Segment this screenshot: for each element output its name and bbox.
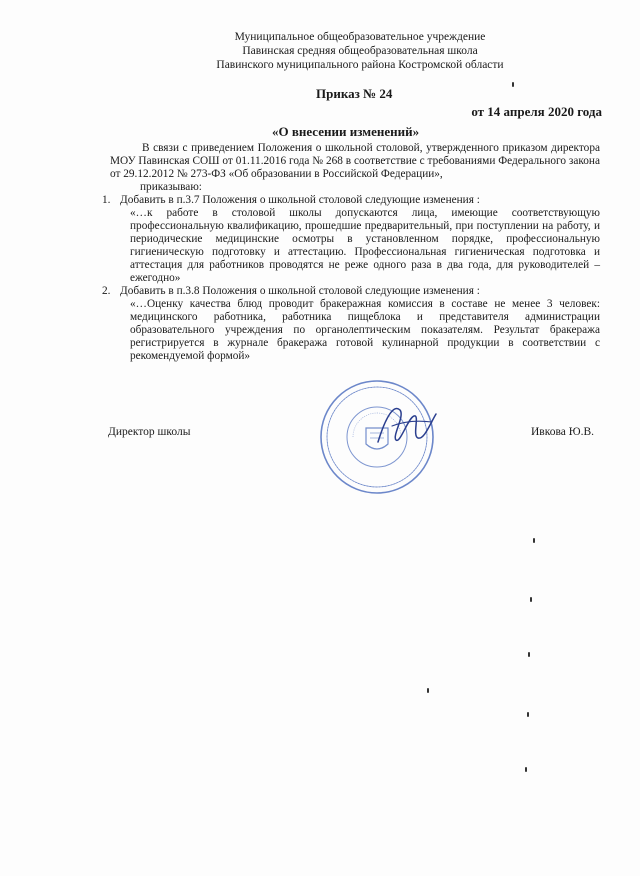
handwritten-signature-icon: [372, 396, 442, 456]
scan-speck: [427, 688, 429, 693]
order-subject: «О внесении изменений»: [272, 124, 420, 139]
header-line-3: Павинского муниципального района Костромской области: [216, 59, 504, 71]
item-lead: Добавить в п.3.8 Положения о школьной столовой следующие изменения :: [120, 285, 480, 297]
header-line-2: Павинская средняя общеобразовательная школа: [242, 45, 478, 57]
list-item: [102, 194, 600, 285]
item-number: 2.: [102, 285, 111, 297]
scan-speck: [533, 538, 535, 543]
item-lead: Добавить в п.3.7 Положения о школьной столовой следующие изменения :: [120, 194, 480, 206]
header-line-1: Муниципальное общеобразовательное учреждение: [234, 31, 486, 43]
signer-name: Ивкова Ю.В.: [531, 426, 594, 438]
order-body: [102, 142, 600, 363]
scan-speck: [528, 652, 530, 657]
scan-speck: [527, 712, 529, 717]
item-quote: «…Оценку качества блюд проводит бракеражная комиссия в составе не менее 3 человек: медицинского работника, работника пищеблока и представителя администрации образовательного учреждения по органолептическим показателям. Результат бракеража регистрируется в журнале бракеража готовой кулинарной продукции в соответствии с рекомендуемой формой»: [130, 298, 600, 362]
scan-speck: [530, 597, 532, 602]
order-date: от 14 апреля 2020 года: [471, 104, 602, 119]
signer-title: Директор школы: [108, 426, 191, 438]
list-item: [102, 285, 600, 363]
intro-paragraph: В связи с приведением Положения о школьной столовой, утвержденного приказом директора МОУ Павинская СОШ от 01.11.2016 года № 268 в соответствие с требованиями Федерального закона от 29.12.2012 № 273-ФЗ «Об образовании в Российской Федерации»,: [110, 142, 600, 180]
order-title: Приказ № 24: [316, 86, 393, 101]
order-word: приказываю:: [140, 181, 202, 193]
item-quote: «…к работе в столовой школы допускаются лица, имеющие соответствующую профессиональную квалификацию, прошедшие предварительный, при поступлении на работу, и периодические медицинские осмотры в установленном порядке, профессиональную гигиеническую подготовку и аттестацию. Профессиональная гигиеническая подготовка и аттестация для работников проводятся не реже одного раза в два года, для руководителей – ежегодно»: [130, 207, 600, 284]
institution-header: [150, 30, 570, 72]
item-number: 1.: [102, 194, 111, 206]
scan-speck: [525, 767, 527, 772]
scan-speck: [512, 82, 514, 87]
